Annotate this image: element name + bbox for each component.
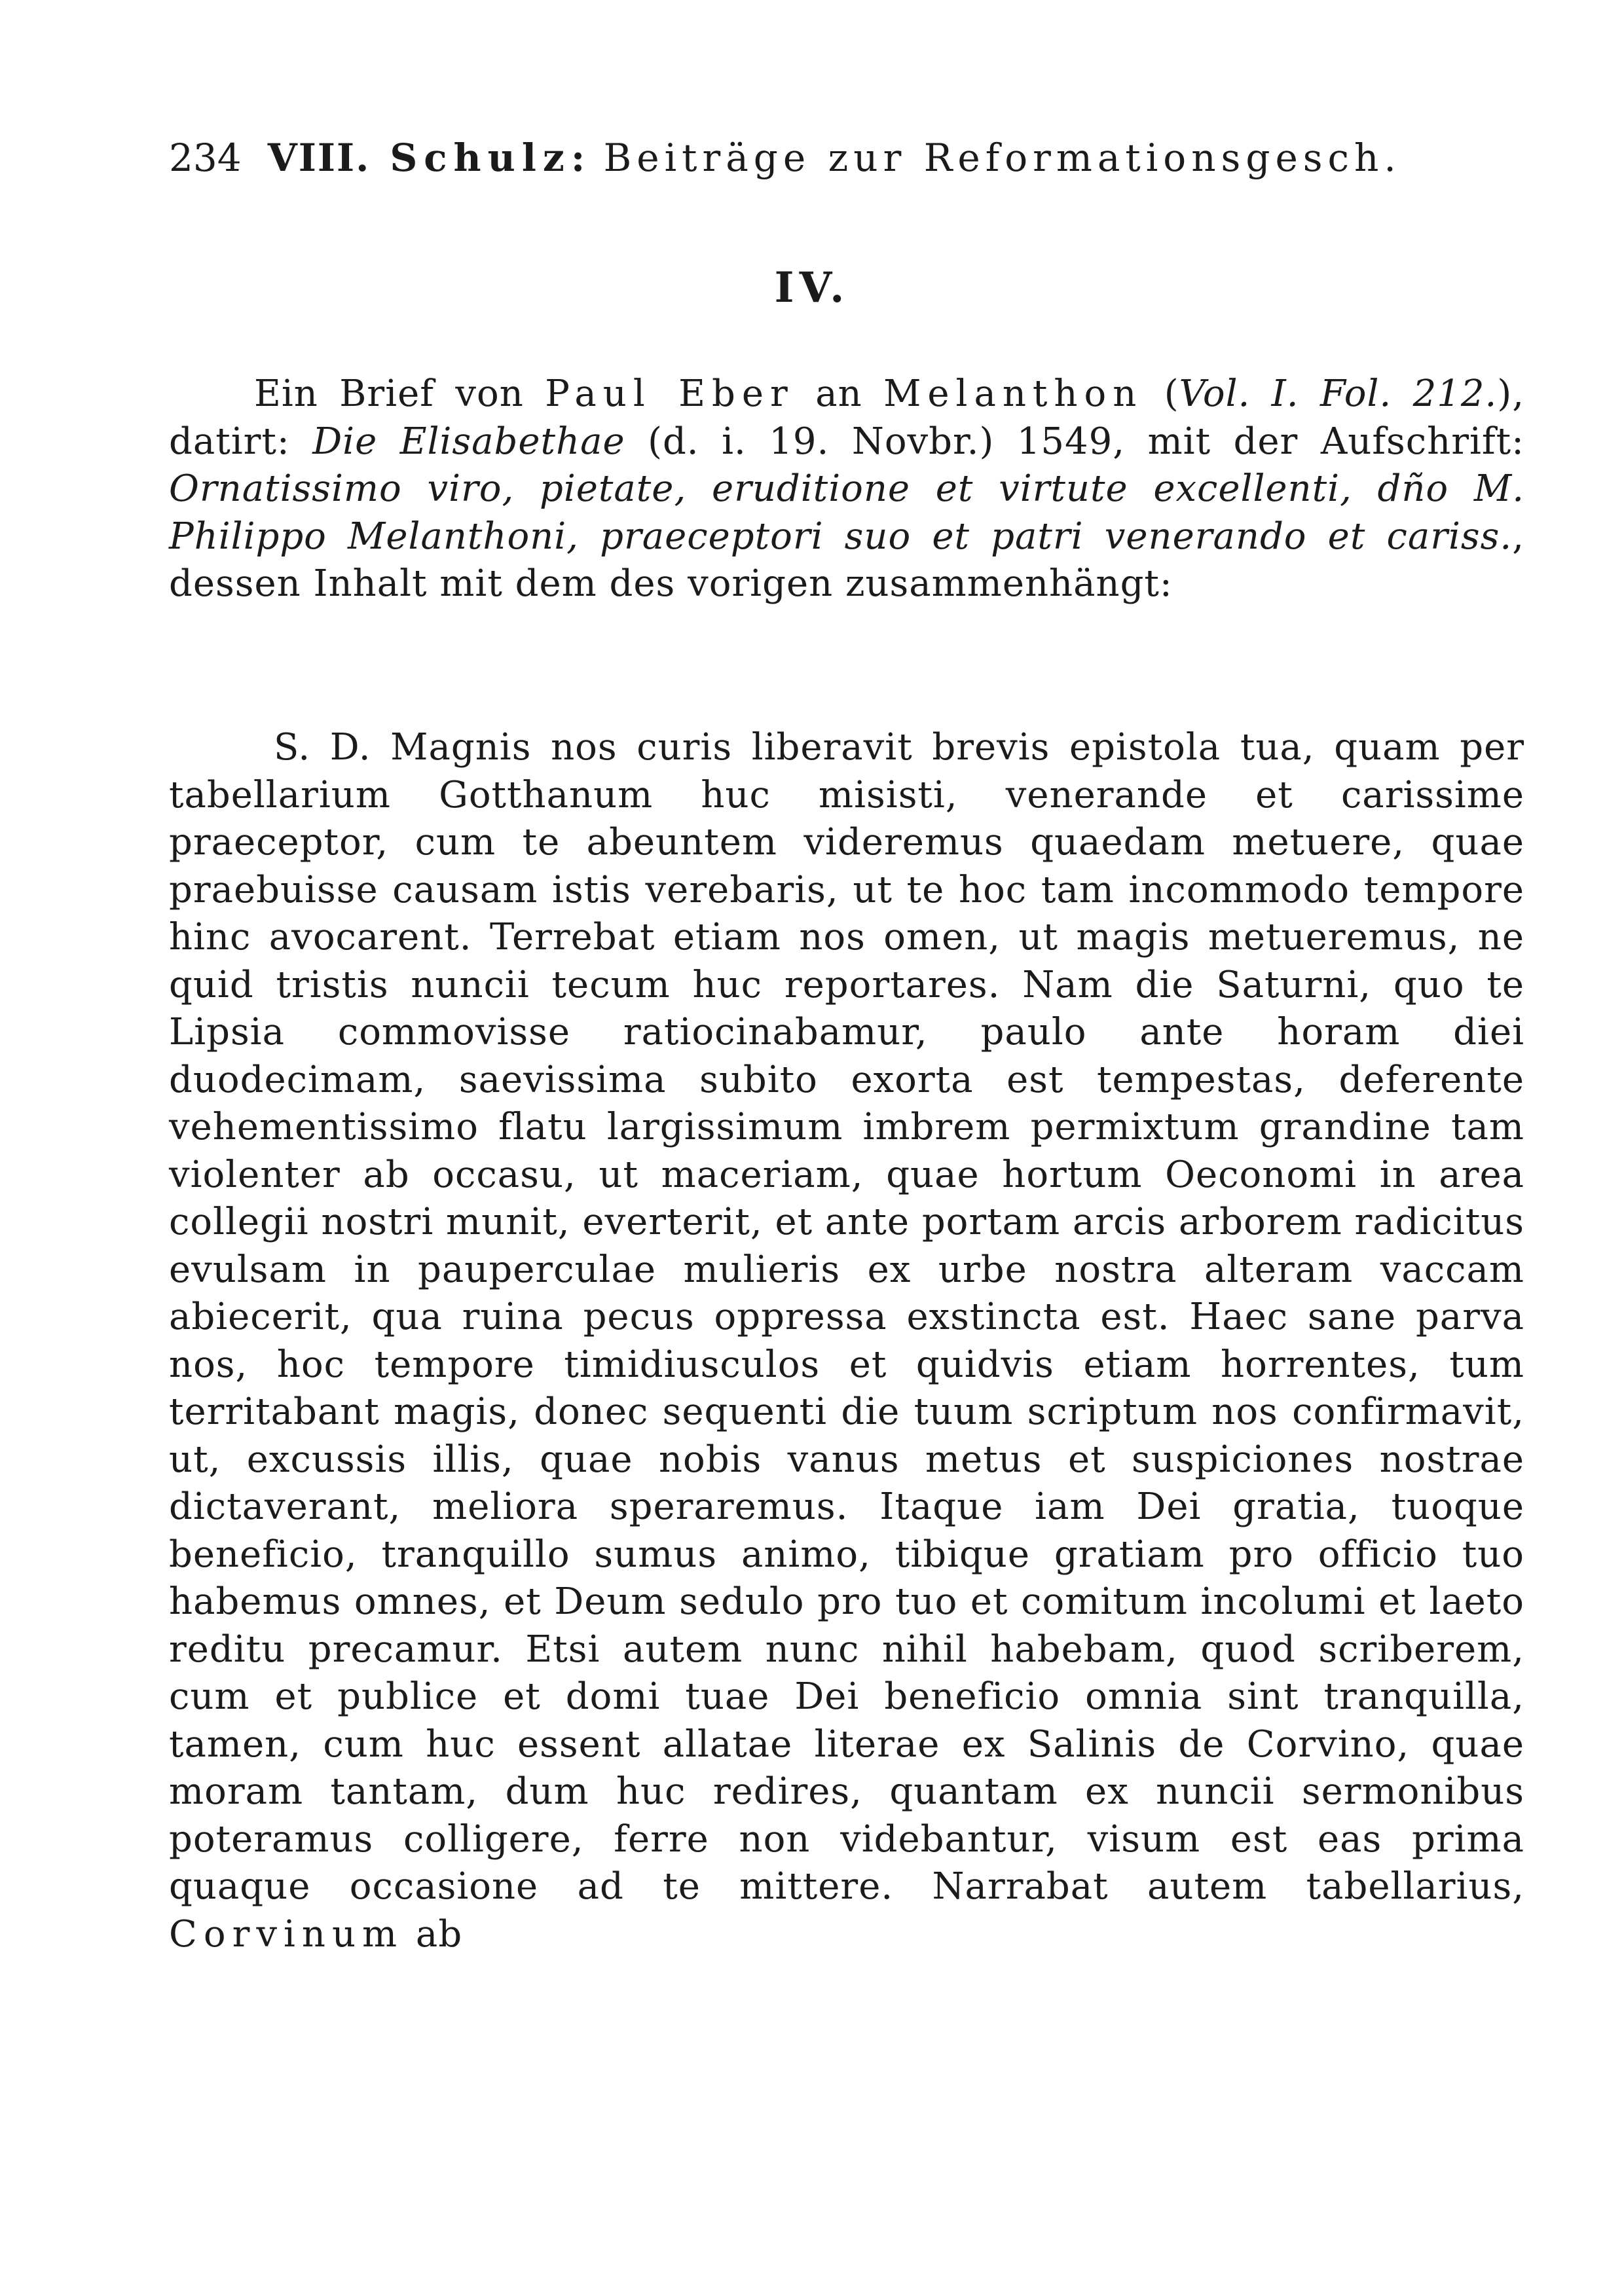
recipient-name: Melanthon bbox=[883, 373, 1143, 415]
intro-text: ( bbox=[1143, 373, 1179, 415]
letter-date: Die Elisabethae bbox=[312, 420, 625, 463]
intro-text: Ein Brief von bbox=[254, 373, 545, 415]
intro-text: (d. i. 19. Novbr.) 1549, mit der Aufschrift: bbox=[625, 420, 1524, 463]
letter-address: Ornatissimo viro, pietate, eruditione et virtute excellenti, dño M. Philippo Melanthoni, praeceptori suo et patri venerando et cariss. bbox=[169, 467, 1524, 558]
letter-text: Magnis nos curis liberavit brevis epistola tua, quam per tabellarium Gotthanum huc misisti, venerande et carissime praeceptor, cum te abeuntem videremus quaedam metuere, quae praebuisse causam istis verebaris, ut te hoc tam incommodo tempore hinc avocarent. Terrebat etiam nos omen, ut magis metueremus, ne quid tristis nuncii tecum huc reportares. Nam die Saturni, quo te Lipsia commovisse ratiocinabamur, paulo ante horam diei duodecimam, saevissima subito exorta est tempestas, deferente vehementissimo flatu largissimum imbrem permixtum grandine tam violenter ab occasu, ut maceriam, quae hortum Oeconomi in area collegii nostri munit, everterit, et ante portam arcis arborem radicitus evulsam in pauperculae mulieris ex urbe nostra alteram vaccam abiecerit, qua ruina pecus oppressa exstincta est. Haec sane parva nos, hoc tempore timidiusculos et quidvis etiam horrentes, tum territabant magis, donec sequenti die tuum scriptum nos confirmavit, ut, excussis illis, quae nobis vanus metus et suspiciones nostrae dictaverant, meliora speraremus. Itaque iam Dei gratia, tuoque beneficio, tranquillo sumus animo, tibique gratiam pro officio tuo habemus omnes, et Deum sedulo pro tuo et comitum incolumi et laeto reditu precamur. Etsi autem nunc nihil habebam, quod scriberem, cum et publice et domi tuae Dei beneficio omnia sint tranquilla, tamen, cum huc essent allatae literae ex Salinis de Corvino, quae moram tantam, dum huc redires, quantam ex nuncii sermonibus poteramus colligere, ferre non videbantur, visum est eas prima quaque occasione ad te mittere. Narrabat autem tabellarius, bbox=[169, 726, 1525, 1908]
chapter-number: VIII. bbox=[267, 136, 371, 180]
intro-text: , dessen Inhalt mit dem des vorigen zusammenhängt: bbox=[169, 515, 1524, 605]
letter-text-end: ab bbox=[403, 1912, 463, 1956]
intro-text: ), datirt: bbox=[169, 373, 1524, 463]
section-number: IV. bbox=[774, 263, 850, 312]
running-header bbox=[169, 128, 1524, 187]
intro-paragraph bbox=[169, 371, 1524, 608]
letter-body bbox=[169, 724, 1524, 1958]
intro-text: an bbox=[794, 373, 884, 415]
letter-name-corvinum: Corvinum bbox=[169, 1912, 404, 1956]
letter-opening: S. D. bbox=[274, 726, 371, 769]
volume-reference: Vol. I. Fol. 212. bbox=[1179, 373, 1498, 415]
header-author: Schulz: bbox=[390, 136, 592, 180]
page-number: 234 bbox=[169, 136, 242, 180]
sender-name: Paul Eber bbox=[545, 373, 794, 415]
running-title: Beiträge zur Reformationsgesch. bbox=[603, 136, 1401, 180]
